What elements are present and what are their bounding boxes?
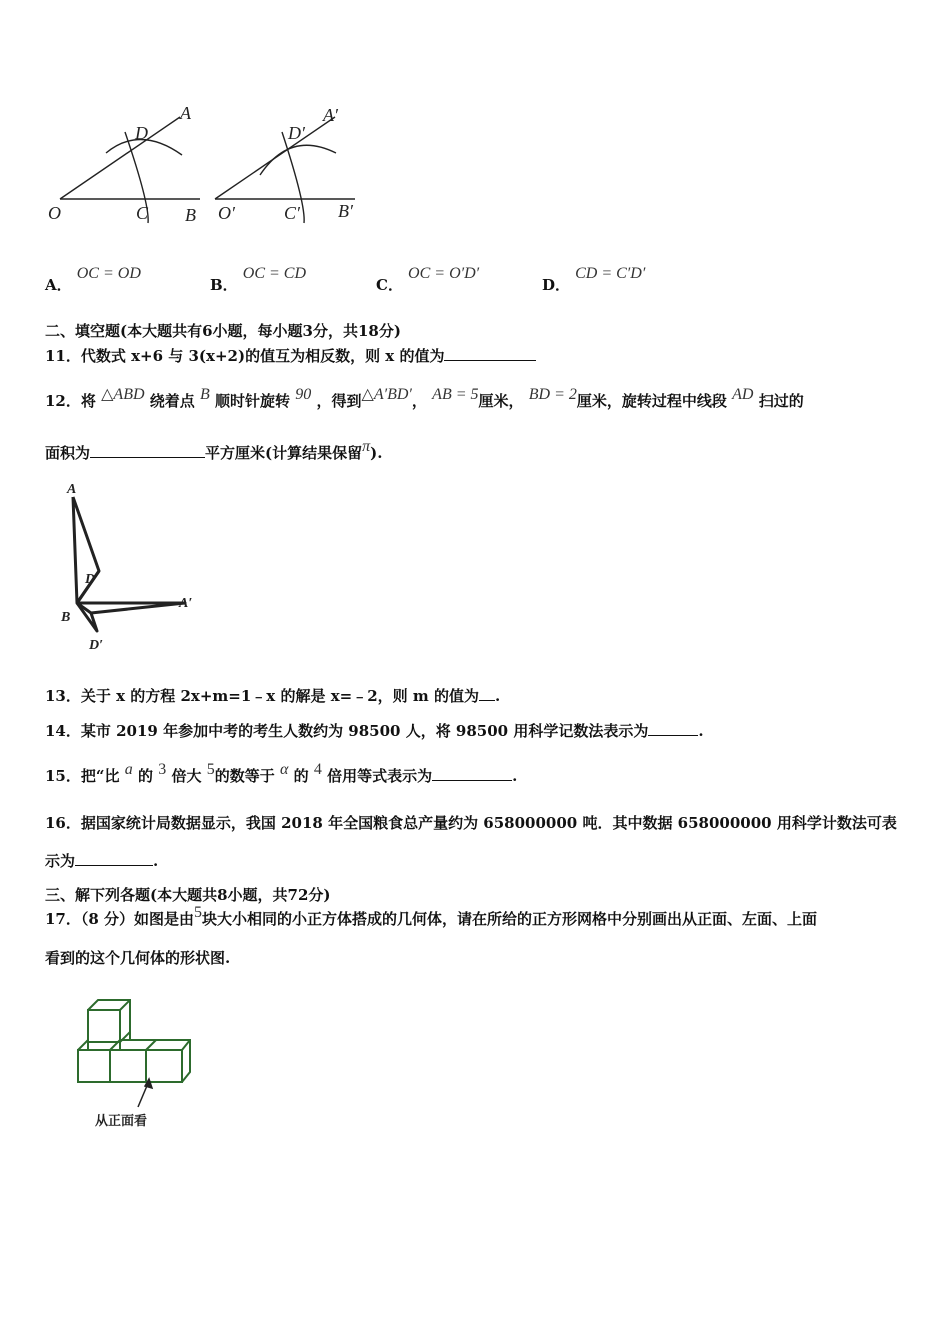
- q12-math: 90: [295, 386, 312, 403]
- q12-math: △A′BD′: [361, 386, 412, 403]
- q14-text: .: [698, 722, 704, 740]
- q12-text: 平方厘米(计算结果保留: [205, 444, 363, 462]
- q12-math: △ABD: [101, 386, 145, 403]
- q12-text: 绕着点: [149, 392, 195, 410]
- q15-text: 倍大: [171, 767, 202, 785]
- q17-math: 5: [194, 904, 203, 921]
- option-c: [376, 262, 480, 294]
- q17-text: 17．（8 分）如图是由: [45, 910, 195, 928]
- option-d: [542, 262, 646, 294]
- label-O: O: [48, 203, 61, 223]
- option-letter: C．: [376, 276, 403, 294]
- label-A-prime: A′: [323, 105, 338, 125]
- q13-text: 13．关于 x 的方程 2x+m=1﹣x 的解是 x=﹣2，则 m 的值为: [45, 687, 479, 705]
- q12-label-A-prime: A′: [179, 596, 193, 611]
- question-12-line2: [45, 438, 383, 463]
- option-expr: OC = CD: [242, 265, 307, 282]
- q12-text: ，: [411, 392, 427, 410]
- label-O-prime: O′: [218, 203, 235, 223]
- q15-text: 的数等于: [214, 767, 275, 785]
- q15-text: .: [512, 767, 518, 785]
- label-A: A: [180, 103, 191, 123]
- cube-stack-figure: [70, 993, 210, 1133]
- q12-label-D: D: [85, 572, 96, 587]
- q17-text: 块大小相同的小正方体搭成的几何体，请在所给的正方形网格中分别画出从正面、左面、上面: [202, 910, 818, 928]
- q12-label-B: B: [61, 610, 71, 625]
- question-16-line2: [45, 850, 158, 871]
- q15-text: 15．把“比: [45, 767, 120, 785]
- q13-text: .: [494, 687, 501, 705]
- q12-math: AD: [732, 386, 754, 403]
- q15-text: 的: [293, 767, 309, 785]
- label-B-prime: B′: [338, 201, 353, 221]
- question-11: [45, 345, 536, 366]
- q12-math: B: [200, 386, 210, 403]
- question-17-line1: [45, 904, 818, 929]
- q15-text: 倍用等式表示为: [327, 767, 433, 785]
- label-B: B: [185, 205, 196, 225]
- q15-math: 5: [206, 761, 215, 778]
- option-expr: OC = O′D′: [408, 265, 480, 282]
- q16-text: .: [153, 852, 159, 870]
- left-angle-figure: [60, 117, 200, 223]
- option-b: [210, 262, 307, 294]
- option-expr: CD = C′D′: [575, 265, 646, 282]
- q15-math: a: [124, 761, 133, 778]
- section3-heading: 三、解下列各题(本大题共8小题，共72分): [45, 886, 331, 904]
- q12-answer-blank[interactable]: [90, 443, 205, 458]
- q15-math: α: [279, 761, 289, 778]
- label-D: D: [135, 123, 148, 143]
- q12-text: 厘米，: [478, 392, 524, 410]
- q16-answer-blank[interactable]: [75, 851, 153, 866]
- cube-caption: 从正面看: [95, 1114, 148, 1129]
- label-C-prime: C′: [284, 203, 300, 223]
- q12-text: 面积为: [45, 444, 91, 462]
- angle-construction-figure: [40, 95, 380, 230]
- question-17-line2: 看到的这个几何体的形状图.: [45, 949, 231, 967]
- question-15: [45, 761, 518, 786]
- question-13: [45, 685, 500, 706]
- option-letter: D．: [542, 276, 571, 294]
- label-C: C: [136, 203, 149, 223]
- q12-text: 12．将: [45, 392, 96, 410]
- option-expr: OC = OD: [76, 265, 141, 282]
- q12-text: ，得到: [316, 392, 362, 410]
- question-12-line1: [45, 386, 804, 411]
- q12-label-D-prime: D′: [89, 638, 104, 653]
- q15-math: 3: [158, 761, 167, 778]
- q14-answer-blank[interactable]: [648, 721, 698, 736]
- rotation-figure: [55, 475, 215, 655]
- q12-text: 厘米，旋转过程中线段: [576, 392, 727, 410]
- q16-text: 示为: [45, 852, 76, 870]
- q13-answer-blank[interactable]: [479, 686, 495, 701]
- q12-math: π: [362, 438, 371, 455]
- q15-math: 4: [313, 761, 322, 778]
- q12-math: BD = 2: [528, 386, 577, 403]
- q12-text: 顺时针旋转: [215, 392, 291, 410]
- label-D-prime: D′: [288, 123, 305, 143]
- option-a: [45, 262, 141, 294]
- q15-text: 的: [137, 767, 153, 785]
- question-14: [45, 720, 704, 741]
- q12-text: ).: [370, 444, 383, 462]
- section2-heading: 二、填空题(本大题共有6小题，每小题3分，共18分): [45, 322, 401, 340]
- q15-answer-blank[interactable]: [432, 766, 512, 781]
- q12-text: 扫过的: [758, 392, 804, 410]
- q11-answer-blank[interactable]: [444, 346, 536, 361]
- option-letter: B．: [210, 276, 238, 294]
- q12-math: AB = 5: [432, 386, 479, 403]
- q12-label-A: A: [67, 482, 77, 497]
- q11-text: 11．代数式 x+6 与 3(x+2)的值互为相反数，则 x 的值为: [45, 347, 445, 365]
- option-letter: A．: [45, 276, 72, 294]
- q14-text: 14．某市 2019 年参加中考的考生人数约为 98500 人，将 98500 用科学记数法表示为: [45, 722, 649, 740]
- question-16-line1: 16．据国家统计局数据显示，我国 2018 年全国粮食总产量约为 658000000 吨．其中数据 658000000 用科学计数法可表: [45, 814, 897, 832]
